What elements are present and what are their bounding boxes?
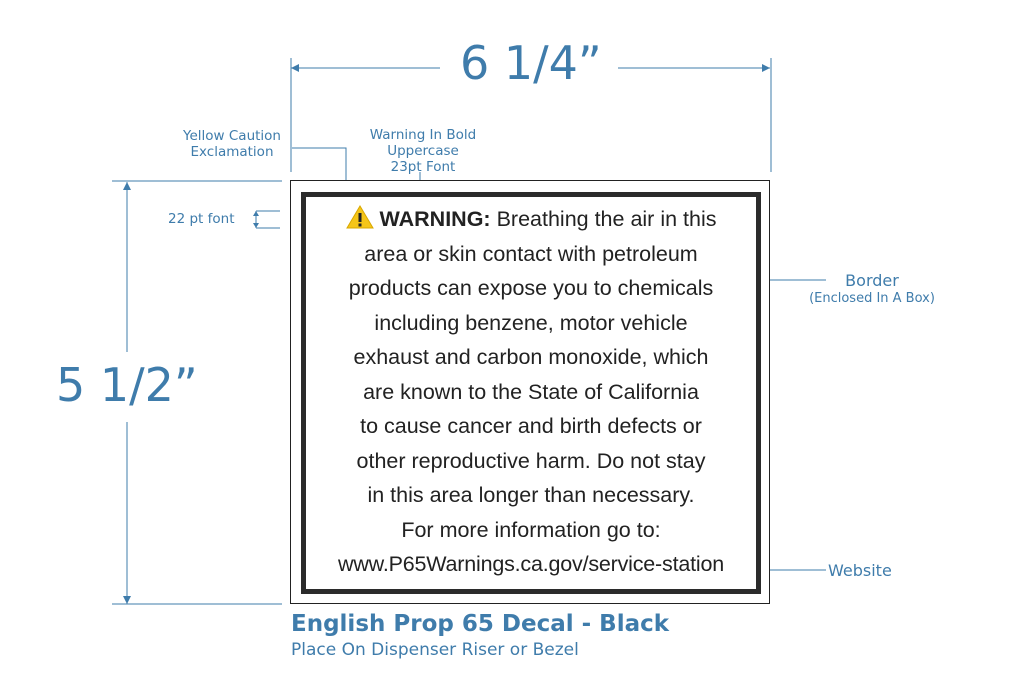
warning-word: WARNING: xyxy=(379,207,491,231)
decal-website[interactable]: www.P65Warnings.ca.gov/service-station xyxy=(338,552,724,576)
decal-title: English Prop 65 Decal - Black xyxy=(291,611,670,637)
warning-font-annotation-line1: Warning In Bold xyxy=(369,127,477,143)
warning-font-annotation-line2: Uppercase xyxy=(387,143,459,159)
decal-line-10: For more information go to: xyxy=(401,517,661,542)
decal-line-8: other reproductive harm. Do not stay xyxy=(356,448,706,473)
font-size-annotation: 22 pt font xyxy=(168,211,235,227)
warning-font-annotation-line3: 23pt Font xyxy=(390,159,456,175)
decal-subtitle: Place On Dispenser Riser or Bezel xyxy=(291,640,579,660)
decal-line-5: exhaust and carbon monoxide, which xyxy=(353,345,709,369)
width-dimension-label: 6 1/4” xyxy=(452,40,610,86)
border-annotation-label: Border xyxy=(845,271,899,290)
decal-line-3: products can expose you to chemicals xyxy=(348,276,714,300)
decal-line-1 xyxy=(306,202,756,237)
decal-warning-text xyxy=(306,202,756,582)
warning-triangle-icon xyxy=(346,205,374,229)
border-annotation-sublabel: (Enclosed In A Box) xyxy=(809,291,935,306)
decal-line-9: in this area longer than necessary. xyxy=(367,483,695,507)
decal-line-4: including benzene, motor vehicle xyxy=(374,310,688,335)
decal-line-7: to cause cancer and birth defects or xyxy=(360,414,702,438)
decal-line-6: are known to the State of California xyxy=(363,379,699,404)
caution-annotation-line1: Yellow Caution xyxy=(183,128,281,144)
warning-font-annotation xyxy=(354,127,492,175)
border-annotation xyxy=(786,273,958,307)
decal-line-1-text: Breathing the air in this xyxy=(496,207,717,231)
caution-annotation-line2: Exclamation xyxy=(190,144,274,160)
height-dimension-label: 5 1/2” xyxy=(56,358,198,412)
caution-annotation xyxy=(168,128,296,160)
website-annotation: Website xyxy=(828,561,892,580)
decal-line-2: area or skin contact with petroleum xyxy=(364,241,698,266)
